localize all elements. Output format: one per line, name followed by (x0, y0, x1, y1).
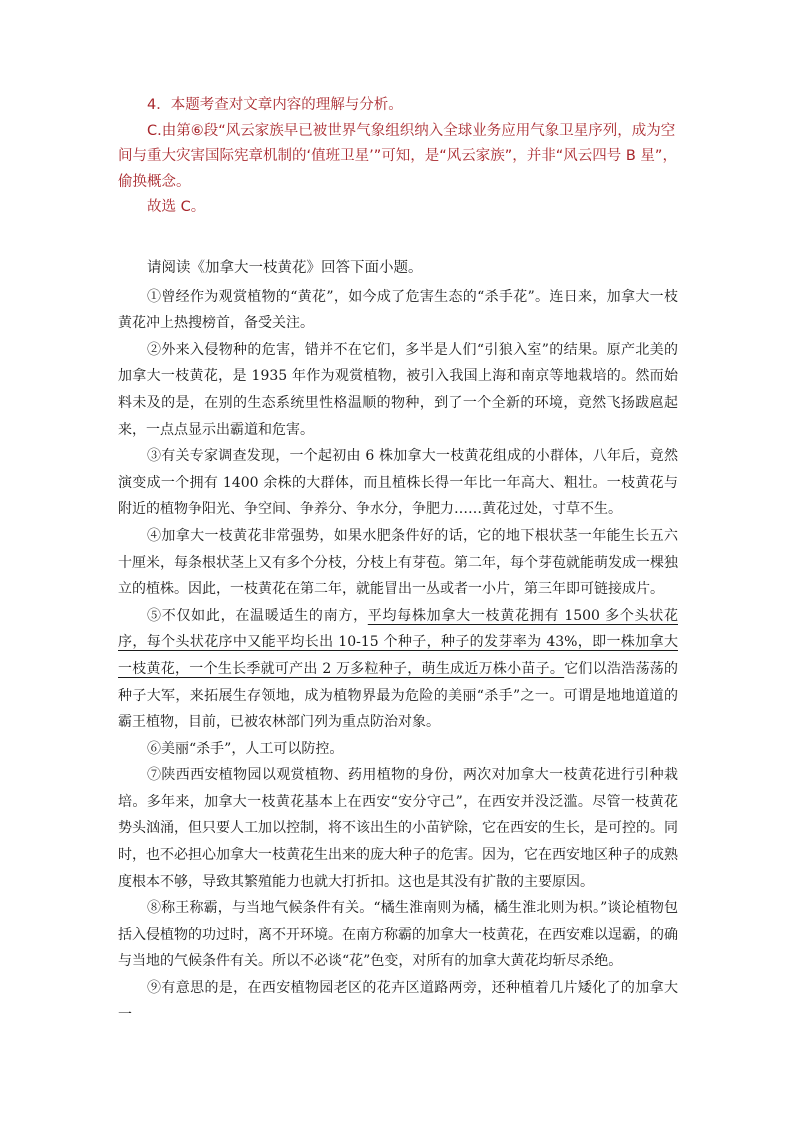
paragraph-2: ②外来入侵物种的危害，错并不在它们，多半是人们“引狼入室”的结果。原产北美的加拿大一枝黄花，是 1935 年作为观赏植物，被引入我国上海和南京等地栽培的。然而始料未及的是，在别的生态系统里性格温顺的物种，到了一个全新的环境，竟然飞扬跋扈起来，一点点显示出霸道和危害。 (118, 341, 678, 438)
paragraph-5-start: ⑤不仅如此，在温暖适生的南方， (147, 607, 368, 624)
answer-explanation (118, 93, 678, 221)
paragraph-5-end: 它们以浩浩荡荡的种子大军，来拓展生存领地，成为植物界最为危险的美丽“杀手”之一。可谓是地地道道的霸王植物，目前，已被农林部门列为重点防治对象。 (118, 660, 678, 731)
paragraph-5-underlined: 平均每株加拿大一枝黄花拥有 1500 多个头状花序，每个头状花序中又能平均长出 10-15 个种子，种子的发芽率为 43%，即一株加拿大一枝黄花，一个生长季就可产出 2 万多粒种子，萌生成近万株小苗子。 (118, 607, 678, 677)
passage-instruction: 请阅读《加拿大一枝黄花》回答下面小题。 (147, 260, 423, 276)
paragraph-8: ⑧称王称霸，与当地气候条件有关。“橘生淮南则为橘，橘生淮北则为枳。”谈论植物包括入侵植物的功过时，离不开环境。在南方称霸的加拿大一枝黄花，在西安难以逞霸，的确与当地的气候条件有关。所以不必谈“花”色变，对所有的加拿大黄花均斩尽杀绝。 (118, 900, 678, 970)
paragraph-7: ⑦陕西西安植物园以观赏植物、药用植物的身份，两次对加拿大一枝黄花进行引种栽培。多年来，加拿大一枝黄花基本上在西安“安分守己”，在西安并没泛滥。尽管一枝黄花势头汹涌，但只要人工加以控制，将不该出生的小苗铲除，它在西安的生长，是可控的。同时，也不必担心加拿大一枝黄花生出来的庞大种子的危害。因为，它在西安地区种子的成熟度根本不够，导致其繁殖能力也就大打折扣。这也是其没有扩散的主要原因。 (118, 767, 678, 890)
paragraph-3: ③有关专家调查发现，一个起初由 6 株加拿大一枝黄花组成的小群体，八年后，竟然演变成一个拥有 1400 余株的大群体，而且植株长得一年比一年高大、粗壮。一枝黄花与附近的植物争阳光、争空间、争养分、争水分，争肥力……黄花过处，寸草不生。 (118, 448, 678, 518)
paragraph-1: ①曾经作为观赏植物的“黄花”，如今成了危害生态的“杀手花”。连日来，加拿大一枝黄花冲上热搜榜首，备受关注。 (118, 288, 678, 332)
answer-analysis: C.由第⑥段“风云家族早已被世界气象组织纳入全球业务应用气象卫星序列，成为空间与重大灾害国际宪章机制的‘值班卫星’”可知，是“风云家族”，并非“风云四号 B 星”，偷换概念。 (118, 122, 677, 190)
reading-passage (118, 255, 678, 1028)
answer-conclusion: 故选 C。 (147, 199, 206, 215)
answer-heading: 4．本题考查对文章内容的理解与分析。 (147, 97, 403, 113)
paragraph-9: ⑨有意思的是，在西安植物园老区的花卉区道路两旁，还种植着几片矮化了的加拿大一 (118, 980, 678, 1023)
paragraph-5 (118, 603, 678, 736)
paragraph-4: ④加拿大一枝黄花非常强势，如果水肥条件好的话，它的地下根状茎一年能生长五六十厘米，每条根状茎上又有多个分枝，分枝上有芽苞。第二年，每个芽苞就能萌发成一棵独立的植株。因此，一枝黄花在第二年，就能冒出一丛或者一小片，第三年即可链接成片。 (118, 527, 678, 598)
paragraph-6: ⑥美丽“杀手”，人工可以防控。 (147, 740, 344, 757)
